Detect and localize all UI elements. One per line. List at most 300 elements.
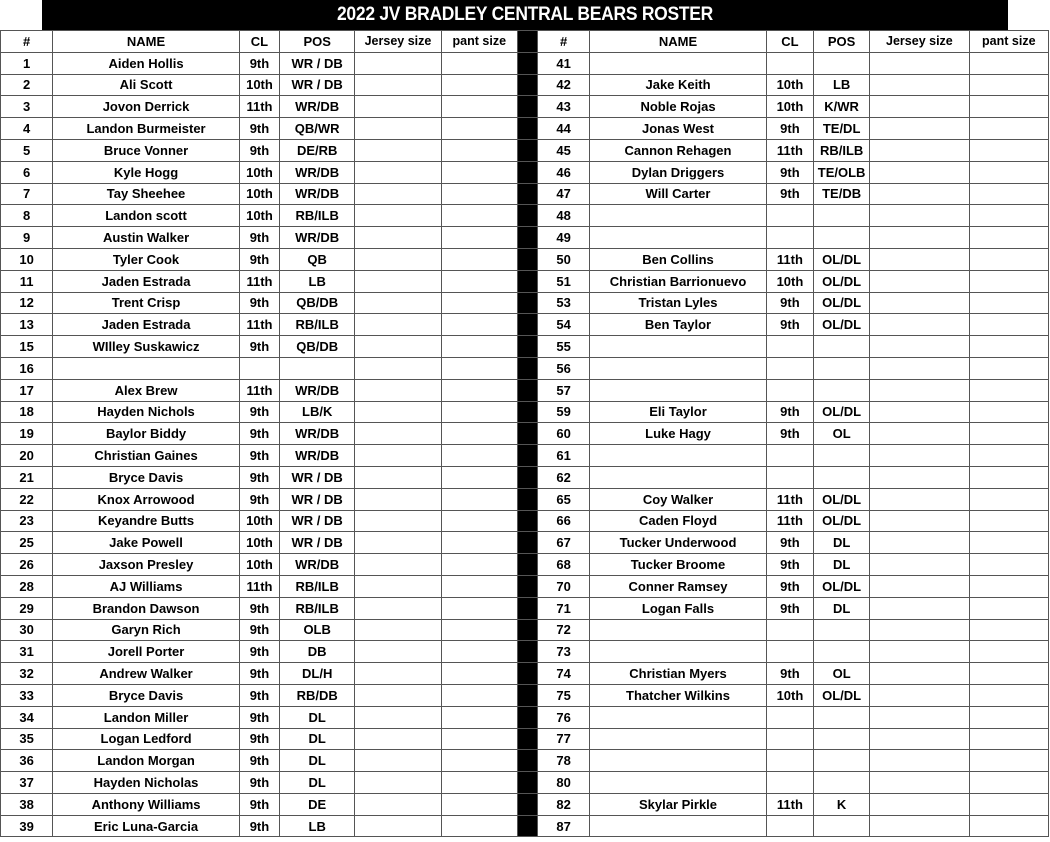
header-jersey-size: Jersey size [355,31,441,53]
player-position: DB [280,641,355,663]
pant-size-cell [969,183,1048,205]
player-number: 35 [1,728,53,750]
jersey-size-cell [355,161,441,183]
player-name [53,357,240,379]
player-class: 9th [239,52,279,74]
jersey-size-cell [355,641,441,663]
jersey-size-cell [355,183,441,205]
pant-size-cell [441,728,517,750]
pant-size-cell [441,227,517,249]
column-divider [517,118,537,140]
player-name: Bryce Davis [53,684,240,706]
player-name [590,227,767,249]
player-name [590,641,767,663]
pant-size-cell [441,292,517,314]
table-row [1,248,1049,270]
column-divider [517,161,537,183]
jersey-size-cell [870,227,969,249]
pant-size-cell [969,510,1048,532]
table-row [1,815,1049,837]
player-position: RB/ILB [280,597,355,619]
pant-size-cell [969,815,1048,837]
pant-size-cell [969,772,1048,794]
column-divider [517,292,537,314]
column-divider [517,314,537,336]
player-class [766,52,813,74]
player-position: LB [280,270,355,292]
jersey-size-cell [870,357,969,379]
pant-size-cell [441,575,517,597]
player-number: 6 [1,161,53,183]
player-position: OL [814,663,870,685]
player-position: OL [814,423,870,445]
table-row [1,554,1049,576]
player-position: RB/ILB [280,314,355,336]
pant-size-cell [441,314,517,336]
player-class: 9th [766,183,813,205]
player-name: Noble Rojas [590,96,767,118]
jersey-size-cell [870,445,969,467]
player-number: 72 [537,619,589,641]
player-number: 66 [537,510,589,532]
jersey-size-cell [870,336,969,358]
jersey-size-cell [870,139,969,161]
player-class: 11th [766,793,813,815]
header-row [1,31,1049,53]
player-name: Keyandre Butts [53,510,240,532]
header-pos: POS [280,31,355,53]
player-class: 9th [766,423,813,445]
column-divider [517,488,537,510]
jersey-size-cell [870,510,969,532]
table-row [1,641,1049,663]
player-name [590,445,767,467]
column-divider [517,248,537,270]
jersey-size-cell [870,532,969,554]
pant-size-cell [969,750,1048,772]
player-class: 9th [239,248,279,270]
player-name: Aiden Hollis [53,52,240,74]
pant-size-cell [969,597,1048,619]
column-divider [517,139,537,161]
player-class [766,205,813,227]
pant-size-cell [441,815,517,837]
column-divider [517,663,537,685]
player-number: 19 [1,423,53,445]
table-row [1,161,1049,183]
player-position: QB/DB [280,336,355,358]
player-class [766,750,813,772]
pant-size-cell [441,772,517,794]
jersey-size-cell [355,728,441,750]
player-name: Jonas West [590,118,767,140]
player-number: 56 [537,357,589,379]
table-row [1,205,1049,227]
player-number: 7 [1,183,53,205]
player-position: OL/DL [814,270,870,292]
jersey-size-cell [355,488,441,510]
jersey-size-cell [355,379,441,401]
player-number: 62 [537,466,589,488]
pant-size-cell [969,52,1048,74]
jersey-size-cell [870,641,969,663]
player-number: 41 [537,52,589,74]
player-number: 18 [1,401,53,423]
player-name: Trent Crisp [53,292,240,314]
player-number: 53 [537,292,589,314]
player-position [814,466,870,488]
pant-size-cell [969,205,1048,227]
jersey-size-cell [870,706,969,728]
player-name [590,466,767,488]
pant-size-cell [969,445,1048,467]
pant-size-cell [441,183,517,205]
player-name: Jaden Estrada [53,270,240,292]
jersey-size-cell [870,750,969,772]
player-class: 9th [239,139,279,161]
pant-size-cell [441,270,517,292]
player-name [590,750,767,772]
player-position: OL/DL [814,510,870,532]
player-number: 55 [537,336,589,358]
player-name: Andrew Walker [53,663,240,685]
player-number: 4 [1,118,53,140]
player-position [814,706,870,728]
player-number: 87 [537,815,589,837]
player-position: LB/K [280,401,355,423]
player-position [814,357,870,379]
pant-size-cell [969,336,1048,358]
player-position: OL/DL [814,314,870,336]
player-number: 20 [1,445,53,467]
column-divider [517,575,537,597]
pant-size-cell [969,270,1048,292]
player-position: DL/H [280,663,355,685]
player-position: OL/DL [814,575,870,597]
pant-size-cell [441,466,517,488]
player-number: 61 [537,445,589,467]
player-number: 21 [1,466,53,488]
player-class: 9th [239,750,279,772]
table-row [1,575,1049,597]
pant-size-cell [441,488,517,510]
jersey-size-cell [870,619,969,641]
jersey-size-cell [355,423,441,445]
player-number: 1 [1,52,53,74]
pant-size-cell [441,379,517,401]
header-name: NAME [53,31,240,53]
player-position: DE/RB [280,139,355,161]
player-number: 25 [1,532,53,554]
player-number: 32 [1,663,53,685]
player-position: QB/WR [280,118,355,140]
player-class [766,336,813,358]
player-class: 11th [766,139,813,161]
player-name: Jake Powell [53,532,240,554]
player-position: TE/DL [814,118,870,140]
player-number: 29 [1,597,53,619]
jersey-size-cell [355,248,441,270]
player-class: 9th [239,423,279,445]
table-row [1,227,1049,249]
player-number: 80 [537,772,589,794]
pant-size-cell [441,663,517,685]
player-position [814,445,870,467]
jersey-size-cell [355,532,441,554]
jersey-size-cell [355,314,441,336]
player-name [590,815,767,837]
jersey-size-cell [870,292,969,314]
player-position [814,728,870,750]
roster-table [0,30,1049,837]
player-position: DE [280,793,355,815]
column-divider [517,728,537,750]
jersey-size-cell [870,772,969,794]
player-name: Jaxson Presley [53,554,240,576]
player-position: DL [280,706,355,728]
player-class: 9th [766,161,813,183]
player-position [814,641,870,663]
player-position: DL [814,532,870,554]
pant-size-cell [441,510,517,532]
player-name: Christian Barrionuevo [590,270,767,292]
jersey-size-cell [355,336,441,358]
jersey-size-cell [355,510,441,532]
player-name: Austin Walker [53,227,240,249]
player-class: 11th [239,314,279,336]
player-position: OL/DL [814,401,870,423]
player-number: 50 [537,248,589,270]
player-class [766,728,813,750]
player-number: 68 [537,554,589,576]
player-name: Tay Sheehee [53,183,240,205]
player-number: 17 [1,379,53,401]
jersey-size-cell [355,401,441,423]
pant-size-cell [969,248,1048,270]
table-row [1,706,1049,728]
header-num: # [1,31,53,53]
pant-size-cell [969,118,1048,140]
player-number: 45 [537,139,589,161]
jersey-size-cell [870,466,969,488]
pant-size-cell [969,292,1048,314]
pant-size-cell [441,248,517,270]
player-number: 13 [1,314,53,336]
player-name: Alex Brew [53,379,240,401]
jersey-size-cell [355,52,441,74]
player-name: Tucker Underwood [590,532,767,554]
jersey-size-cell [870,597,969,619]
player-position: WR / DB [280,52,355,74]
jersey-size-cell [355,227,441,249]
player-number: 34 [1,706,53,728]
player-name: Bruce Vonner [53,139,240,161]
pant-size-cell [969,641,1048,663]
player-position: WR / DB [280,466,355,488]
player-position: TE/OLB [814,161,870,183]
player-number: 11 [1,270,53,292]
table-row [1,510,1049,532]
player-number: 49 [537,227,589,249]
player-class [766,445,813,467]
pant-size-cell [441,684,517,706]
jersey-size-cell [870,728,969,750]
player-name: Jorell Porter [53,641,240,663]
player-position: TE/DB [814,183,870,205]
player-number: 37 [1,772,53,794]
player-position: K [814,793,870,815]
player-position: WR/DB [280,183,355,205]
player-class: 9th [239,466,279,488]
pant-size-cell [969,161,1048,183]
player-number: 67 [537,532,589,554]
pant-size-cell [441,401,517,423]
pant-size-cell [441,445,517,467]
player-name: Hayden Nichols [53,401,240,423]
player-class: 9th [239,728,279,750]
player-name: Will Carter [590,183,767,205]
player-class: 9th [239,815,279,837]
player-name: Coy Walker [590,488,767,510]
jersey-size-cell [870,815,969,837]
pant-size-cell [441,139,517,161]
player-class: 9th [239,619,279,641]
player-number: 36 [1,750,53,772]
column-divider [517,270,537,292]
pant-size-cell [441,336,517,358]
player-name: Ali Scott [53,74,240,96]
player-number: 78 [537,750,589,772]
player-name: Knox Arrowood [53,488,240,510]
player-number: 26 [1,554,53,576]
player-position: DL [814,554,870,576]
pant-size-cell [969,663,1048,685]
player-position: DL [280,772,355,794]
column-divider [517,510,537,532]
column-divider [517,793,537,815]
player-position [814,379,870,401]
player-class: 9th [239,292,279,314]
table-row [1,423,1049,445]
pant-size-cell [969,401,1048,423]
player-number: 46 [537,161,589,183]
jersey-size-cell [870,314,969,336]
player-number: 82 [537,793,589,815]
player-number: 74 [537,663,589,685]
player-position: RB/ILB [280,575,355,597]
player-class: 11th [239,96,279,118]
column-divider [517,74,537,96]
player-position: WR/DB [280,445,355,467]
player-class [766,641,813,663]
column-divider [517,336,537,358]
player-class: 10th [239,510,279,532]
header-name: NAME [590,31,767,53]
player-number: 60 [537,423,589,445]
pant-size-cell [441,423,517,445]
player-class [766,357,813,379]
player-position: WR/DB [280,227,355,249]
player-class: 11th [766,488,813,510]
player-position: WR/DB [280,96,355,118]
player-position: K/WR [814,96,870,118]
player-position: DL [280,750,355,772]
player-name: Jake Keith [590,74,767,96]
player-number: 76 [537,706,589,728]
column-divider [517,597,537,619]
player-number: 43 [537,96,589,118]
header-num: # [537,31,589,53]
player-name: Baylor Biddy [53,423,240,445]
player-position [814,750,870,772]
column-divider [517,96,537,118]
jersey-size-cell [355,74,441,96]
player-position: LB [814,74,870,96]
player-name: Skylar Pirkle [590,793,767,815]
column-divider [517,619,537,641]
table-row [1,292,1049,314]
jersey-size-cell [355,684,441,706]
jersey-size-cell [355,575,441,597]
player-name: Tucker Broome [590,554,767,576]
player-class: 9th [239,445,279,467]
pant-size-cell [441,118,517,140]
player-number: 12 [1,292,53,314]
player-position [814,619,870,641]
player-name: Caden Floyd [590,510,767,532]
player-name [590,336,767,358]
table-row [1,772,1049,794]
player-class: 9th [766,314,813,336]
player-class: 10th [239,183,279,205]
player-class: 9th [239,706,279,728]
jersey-size-cell [355,357,441,379]
column-divider [517,466,537,488]
table-row [1,336,1049,358]
table-row [1,597,1049,619]
player-name: Bryce Davis [53,466,240,488]
player-position: QB/DB [280,292,355,314]
table-row [1,379,1049,401]
player-name: Christian Myers [590,663,767,685]
pant-size-cell [441,161,517,183]
player-class [766,466,813,488]
table-row [1,750,1049,772]
player-class: 9th [766,401,813,423]
jersey-size-cell [870,554,969,576]
pant-size-cell [969,488,1048,510]
player-position [814,205,870,227]
player-number: 31 [1,641,53,663]
player-number: 77 [537,728,589,750]
player-class: 9th [239,118,279,140]
jersey-size-cell [870,379,969,401]
player-class: 9th [239,336,279,358]
table-row [1,183,1049,205]
jersey-size-cell [355,706,441,728]
player-name [590,706,767,728]
player-name: Landon Morgan [53,750,240,772]
jersey-size-cell [355,118,441,140]
player-position [814,772,870,794]
player-name: Luke Hagy [590,423,767,445]
player-name: Garyn Rich [53,619,240,641]
player-position: WR/DB [280,161,355,183]
jersey-size-cell [870,575,969,597]
pant-size-cell [441,532,517,554]
pant-size-cell [969,466,1048,488]
player-name: Landon scott [53,205,240,227]
